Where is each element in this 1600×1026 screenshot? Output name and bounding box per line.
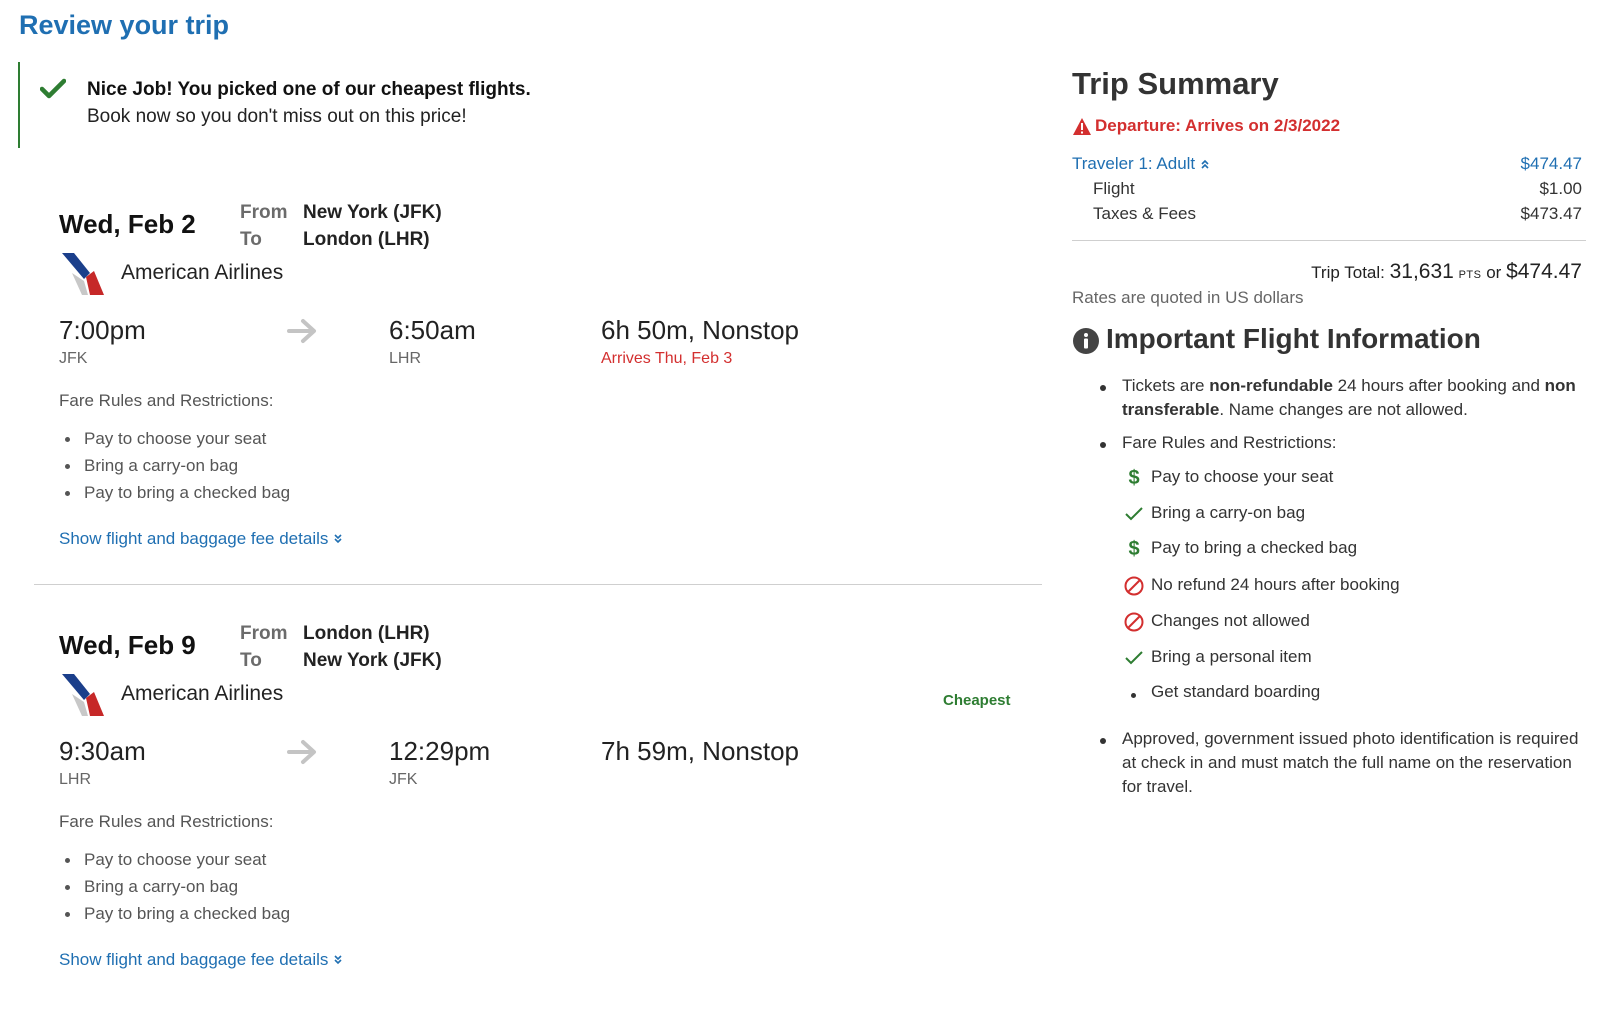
taxes-amount: $473.47	[1520, 204, 1582, 223]
list-item: Pay to choose your seat	[84, 429, 290, 456]
text: . Name changes are not allowed.	[1219, 400, 1468, 419]
prohibited-icon	[1124, 612, 1144, 632]
traveler-toggle[interactable]	[1072, 154, 1210, 174]
chevron-double-down-icon	[333, 534, 343, 544]
depart-time: 7:00pm	[59, 315, 146, 345]
arrive-time: 6:50am	[389, 315, 476, 345]
origin-city: London (LHR)	[303, 623, 430, 644]
rule-text: Bring a personal item	[1151, 647, 1312, 666]
show-flight-details-link[interactable]	[59, 529, 343, 549]
taxes-label: Taxes & Fees	[1093, 204, 1196, 223]
flight-duration: 7h 59m, Nonstop	[601, 736, 800, 766]
trip-total-label: Trip Total:	[1311, 263, 1385, 282]
warning-icon	[1072, 117, 1092, 136]
rule-text: Bring a carry-on bag	[1151, 503, 1306, 522]
destination-city: New York (JFK)	[303, 650, 442, 671]
banner-accent-bar	[18, 62, 20, 148]
details-link-label: Show flight and baggage fee details	[59, 529, 329, 548]
check-icon	[1124, 648, 1144, 668]
flight-divider	[34, 584, 1042, 585]
trip-total-amount: $474.47	[1506, 260, 1582, 283]
list-item: Pay to bring a checked bag	[84, 904, 290, 931]
bullet	[1100, 738, 1106, 744]
text: Tickets are	[1122, 376, 1210, 395]
trip-summary-title: Trip Summary	[1072, 66, 1279, 101]
fare-rules-heading: Fare Rules and Restrictions:	[1122, 433, 1337, 452]
flight-date: Wed, Feb 9	[59, 630, 196, 660]
from-label: From	[240, 202, 288, 223]
origin-city: New York (JFK)	[303, 202, 442, 223]
banner-subtitle: Book now so you don't miss out on this price!	[87, 106, 467, 127]
rates-note: Rates are quoted in US dollars	[1072, 288, 1304, 307]
dollar-icon: $	[1128, 467, 1140, 489]
to-label: To	[240, 229, 262, 250]
flight-card-return	[0, 623, 1030, 1026]
id-requirement-note: Approved, government issued photo identification is required at check in and must match the full name on the reservation for travel.	[1122, 729, 1579, 796]
destination-city: London (LHR)	[303, 229, 430, 250]
arrow-right-icon	[287, 317, 319, 345]
list-item: Bring a carry-on bag	[84, 456, 290, 483]
text: 24 hours after booking and	[1332, 376, 1545, 395]
list-item: Bring a carry-on bag	[84, 877, 290, 904]
rule-text: Get standard boarding	[1151, 682, 1321, 701]
dollar-icon: $	[1128, 538, 1140, 560]
bullet	[1131, 693, 1136, 698]
arrive-airport-code: JFK	[389, 771, 418, 788]
fare-rules-list	[84, 429, 290, 510]
flight-cost-label: Flight	[1093, 179, 1135, 198]
traveler-label: Traveler 1: Adult	[1072, 154, 1196, 173]
flight-cost-amount: $1.00	[1539, 179, 1582, 198]
airline-name: American Airlines	[121, 261, 284, 284]
bullet	[1100, 385, 1106, 391]
traveler-amount: $474.47	[1520, 154, 1582, 173]
depart-airport-code: LHR	[59, 771, 92, 788]
list-item: Pay to choose your seat	[84, 850, 290, 877]
arrive-time: 12:29pm	[389, 736, 491, 766]
check-icon	[40, 78, 66, 100]
details-link-label: Show flight and baggage fee details	[59, 950, 329, 969]
departure-warning: Departure: Arrives on 2/3/2022	[1095, 116, 1341, 135]
non-transferable-text: non transferable	[1122, 376, 1576, 419]
arrive-airport-code: LHR	[389, 350, 422, 367]
list-item: Pay to bring a checked bag	[84, 483, 290, 510]
check-icon	[1124, 504, 1144, 524]
rule-text: No refund 24 hours after booking	[1151, 575, 1400, 594]
fare-rules-heading: Fare Rules and Restrictions:	[59, 391, 274, 410]
rule-text: Pay to choose your seat	[1151, 467, 1334, 486]
prohibited-icon	[1124, 576, 1144, 596]
page-title: Review your trip	[19, 10, 230, 40]
summary-divider	[1072, 240, 1586, 241]
chevron-double-down-icon	[333, 955, 343, 965]
flight-date: Wed, Feb 2	[59, 209, 196, 239]
to-label: To	[240, 650, 262, 671]
non-refundable-text: non-refundable	[1209, 376, 1333, 395]
airline-logo	[60, 251, 106, 297]
points-unit: PTS	[1458, 269, 1482, 281]
bullet	[1100, 442, 1106, 448]
flight-duration: 6h 50m, Nonstop	[601, 315, 800, 345]
banner-title: Nice Job! You picked one of our cheapest flights.	[87, 79, 531, 100]
rule-text: Changes not allowed	[1151, 611, 1310, 630]
or-text: or	[1486, 263, 1502, 282]
cheapest-badge: Cheapest	[943, 692, 1011, 709]
airline-name: American Airlines	[121, 682, 284, 705]
show-flight-details-link[interactable]	[59, 950, 343, 970]
depart-time: 9:30am	[59, 736, 146, 766]
ticket-policy-text	[1122, 374, 1584, 422]
fare-rules-list	[84, 850, 290, 931]
trip-total	[1170, 260, 1582, 284]
trip-total-points: 31,631	[1389, 260, 1454, 283]
depart-airport-code: JFK	[59, 350, 88, 367]
fare-rules-heading: Fare Rules and Restrictions:	[59, 812, 274, 831]
chevron-double-up-icon	[1200, 159, 1210, 169]
flight-card-outbound	[0, 202, 1030, 605]
important-info-title: Important Flight Information	[1106, 323, 1481, 354]
rule-text: Pay to bring a checked bag	[1151, 538, 1358, 557]
arrow-right-icon	[287, 738, 319, 766]
arrives-next-day-note: Arrives Thu, Feb 3	[601, 350, 733, 367]
from-label: From	[240, 623, 288, 644]
info-icon	[1072, 327, 1100, 355]
airline-logo	[60, 672, 106, 718]
